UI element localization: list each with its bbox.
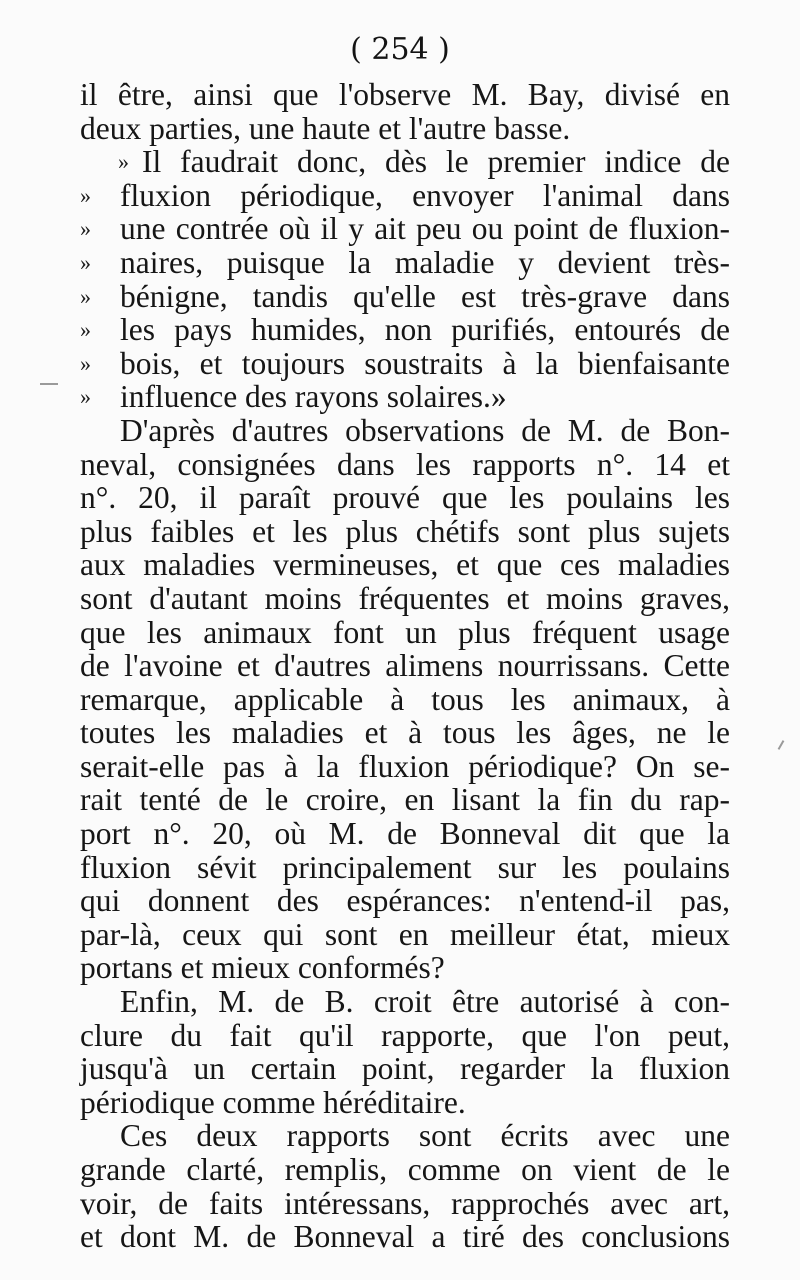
line-text: sont d'autant moins fréquentes et moins graves, [80,580,730,616]
text-line [80,1086,730,1120]
line-text: grande clarté, remplis, comme on vient de le [80,1152,730,1187]
line-text: et dont M. de Bonneval a tiré des conclusions [80,1219,730,1255]
line-text: il être, ainsi que l'observe M. Bay, divisé en [80,77,730,112]
text-line [80,616,730,650]
text-line [80,683,730,717]
line-text: toutes les maladies et à tous les âges, ne le [80,715,730,751]
line-text: par-là, ceux qui sont en meilleur état, mieux [80,916,730,952]
line-text: deux parties, une haute et l'autre basse. [80,110,571,146]
text-line [80,884,730,918]
line-text: de l'avoine et d'autres alimens nourrissans. Cette [80,648,730,684]
text-line [80,1119,730,1153]
text-line [80,649,730,683]
text-line [80,380,730,414]
line-text: remarque, applicable à tous les animaux, à [80,681,730,717]
line-text: rait tenté de le croire, en lisant la fin du rap- [80,782,730,818]
text-line [80,212,730,246]
line-text: portans et mieux conformés? [80,950,445,986]
margin-tick [778,740,785,750]
quote-marker: » [80,283,91,309]
text-line [80,179,730,213]
text-line [80,1153,730,1187]
text-line [80,1019,730,1053]
line-text: les pays humides, non purifiés, entourés de [120,312,730,348]
line-text: bénigne, tandis qu'elle est très-grave dans [120,278,730,314]
text-line [80,280,730,314]
margin-mark [40,383,58,385]
line-text: influence des rayons solaires.» [120,379,507,415]
text-line [80,347,730,381]
text-line [80,951,730,985]
page-number: ( 254 ) [350,32,450,67]
text-line [80,112,730,146]
text-line [80,78,730,112]
line-text: jusqu'à un certain point, regarder la fluxion [80,1051,730,1087]
line-text: Ces deux rapports sont écrits avec une [120,1118,730,1154]
text-line [80,1052,730,1086]
text-line [80,481,730,515]
quote-marker: » [80,182,91,208]
text-line [80,716,730,750]
quote-marker: » [118,149,129,175]
quote-marker: » [80,384,91,410]
text-line [80,750,730,784]
line-text: bois, et toujours soustraits à la bienfaisante [120,345,730,381]
text-line [80,582,730,616]
line-text: neval, consignées dans les rapports n°. 14 et [80,446,730,482]
line-text: aux maladies vermineuses, et que ces maladies [80,547,730,583]
line-text: n°. 20, il paraît prouvé que les poulains les [80,480,730,516]
line-text: naires, puisque la maladie y devient très- [120,244,730,280]
line-text: qui donnent des espérances: n'entend-il pas, [80,883,730,919]
line-text: fluxion périodique, envoyer l'animal dans [120,177,730,213]
line-text: que les animaux font un plus fréquent usage [80,614,730,650]
line-text: périodique comme héréditaire. [80,1084,466,1120]
quote-marker: » [80,216,91,242]
quote-marker: » [80,249,91,275]
text-line [80,1187,730,1221]
line-text: voir, de faits intéressans, rapprochés avec art, [80,1185,730,1221]
text-line [80,313,730,347]
text-line [80,246,730,280]
line-text: D'après d'autres observations de M. de Bon- [120,412,730,448]
text-line [80,783,730,817]
line-text: port n°. 20, où M. de Bonneval dit que la [80,816,730,852]
text-line [80,548,730,582]
text-line [80,448,730,482]
text-line [80,851,730,885]
line-text: fluxion sévit principalement sur les poulains [80,849,730,885]
text-line [80,414,730,448]
line-text: une contrée où il y ait peu ou point de fluxion- [120,211,730,247]
line-text: Enfin, M. de B. croit être autorisé à con- [120,984,730,1020]
line-text: serait-elle pas à la fluxion périodique? On se- [80,748,730,784]
text-line [80,817,730,851]
line-text: plus faibles et les plus chétifs sont plus sujets [80,513,730,549]
text-line [80,985,730,1019]
quote-marker: » [80,350,91,376]
quote-marker: » [80,317,91,343]
body-text [80,78,730,1254]
text-line [80,918,730,952]
line-text: clure du fait qu'il rapporte, que l'on peut, [80,1017,730,1053]
text-line [80,1220,730,1254]
text-line [80,515,730,549]
line-text: Il faudrait donc, dès le premier indice de [142,144,730,180]
text-line [80,145,730,179]
